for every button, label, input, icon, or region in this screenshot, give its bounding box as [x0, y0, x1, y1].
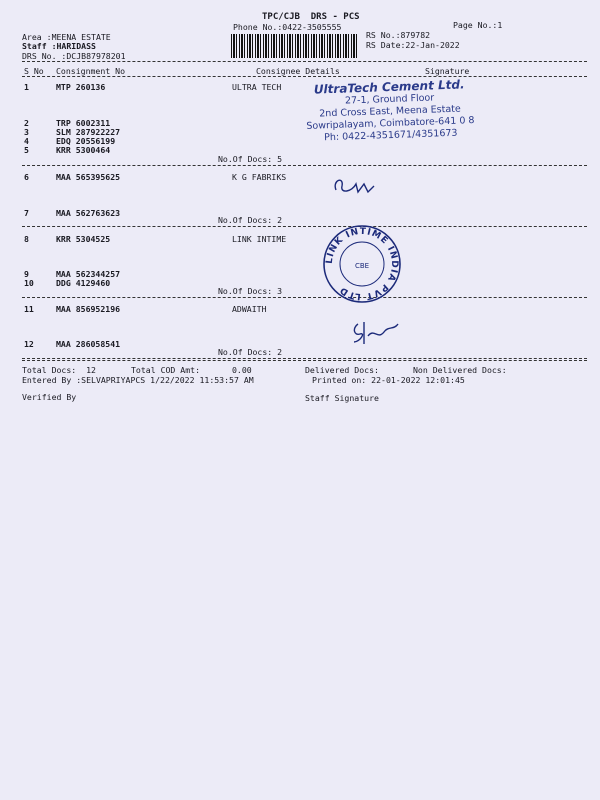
stamp-line: Ph: 0422-4351671/4351673	[324, 127, 458, 144]
row-sno: 9	[24, 269, 29, 279]
group-divider	[22, 297, 587, 298]
row-consignment: DDG 4129460	[56, 278, 111, 288]
non-delivered-docs: Non Delivered Docs:	[413, 365, 507, 375]
row-sno: 10	[24, 278, 34, 288]
row-sno: 5	[24, 145, 29, 155]
group-divider	[22, 226, 587, 227]
phone-number: Phone No.:0422-3505555	[233, 22, 342, 32]
column-consignment: Consignment No	[56, 66, 126, 76]
row-consignment: EDQ 20556199	[56, 136, 116, 146]
drs-number: DRS No. :DCJB87978201	[22, 51, 126, 61]
staff-signature: Staff Signature	[305, 393, 379, 403]
row-sno: 6	[24, 172, 29, 182]
row-sno: 2	[24, 118, 29, 128]
row-consignment: MAA 562344257	[56, 269, 121, 279]
docs-count: No.Of Docs: 2	[218, 215, 283, 225]
row-consignment: KRR 5304525	[56, 234, 111, 244]
consignee-name: ULTRA TECH	[232, 82, 282, 92]
company-stamp	[299, 77, 481, 145]
total-cod-value: 0.00	[232, 365, 252, 375]
row-sno: 4	[24, 136, 29, 146]
rs-number: RS No.:879782	[366, 30, 431, 40]
docs-count: No.Of Docs: 2	[218, 347, 283, 357]
row-consignment: MAA 565395625	[56, 172, 121, 182]
seal-center-text: CBE	[354, 262, 370, 270]
row-consignment: MTP 260136	[56, 82, 106, 92]
row-consignment: SLM 287922227	[56, 127, 121, 137]
area-label: Area :MEENA ESTATE	[22, 32, 111, 42]
signature-kg-fabriks	[330, 172, 380, 200]
row-consignment: KRR 5300464	[56, 145, 111, 155]
stamp-line: Sowripalayam, Coimbatore-641 0 8	[306, 115, 475, 132]
row-sno: 7	[24, 208, 29, 218]
signature-adwaith	[348, 318, 404, 348]
row-consignment: MAA 856952196	[56, 304, 121, 314]
consignee-name: ADWAITH	[232, 304, 267, 314]
printed-on: Printed on: 22-01-2022 12:01:45	[312, 375, 465, 385]
row-consignment: MAA 562763623	[56, 208, 121, 218]
page-number: Page No.:1	[453, 20, 503, 30]
total-cod-label: Total COD Amt:	[131, 365, 201, 375]
column-signature: Signature	[425, 66, 470, 76]
column-consignee: Consignee Details	[256, 66, 340, 76]
column-sno: S No	[24, 66, 44, 76]
row-sno: 3	[24, 127, 29, 137]
docs-count: No.Of Docs: 3	[218, 286, 283, 296]
stamp-company: UltraTech Cement Ltd.	[313, 77, 465, 97]
seal-text: LINK INTIME INDIA PVT LTD	[324, 226, 400, 302]
rs-date: RS Date:22-Jan-2022	[366, 40, 460, 50]
consignee-name: K G FABRIKS	[232, 172, 287, 182]
docs-count: No.Of Docs: 5	[218, 154, 283, 164]
column-divider	[22, 76, 587, 77]
document-title: TPC/CJB DRS - PCS	[262, 12, 360, 22]
verified-by: Verified By	[22, 392, 77, 402]
group-divider	[22, 165, 587, 166]
row-consignment: MAA 286058541	[56, 339, 121, 349]
row-sno: 1	[24, 82, 29, 92]
barcode-image	[231, 34, 357, 58]
stamp-line: 27-1, Ground Floor	[344, 92, 435, 107]
company-seal	[318, 224, 406, 304]
row-sno: 12	[24, 339, 34, 349]
consignee-name: LINK INTIME	[232, 234, 287, 244]
row-sno: 8	[24, 234, 29, 244]
row-sno: 11	[24, 304, 34, 314]
header-divider	[22, 61, 587, 62]
delivered-docs: Delivered Docs:	[305, 365, 379, 375]
total-docs: Total Docs: 12	[22, 365, 96, 375]
footer-divider	[22, 358, 587, 361]
stamp-line: 2nd Cross East, Meena Estate	[319, 103, 461, 120]
entered-by: Entered By :SELVAPRIYAPCS 1/22/2022 11:53:57 AM	[22, 375, 254, 385]
staff-label: Staff :HARIDASS	[22, 41, 96, 51]
row-consignment: TRP 6002311	[56, 118, 111, 128]
